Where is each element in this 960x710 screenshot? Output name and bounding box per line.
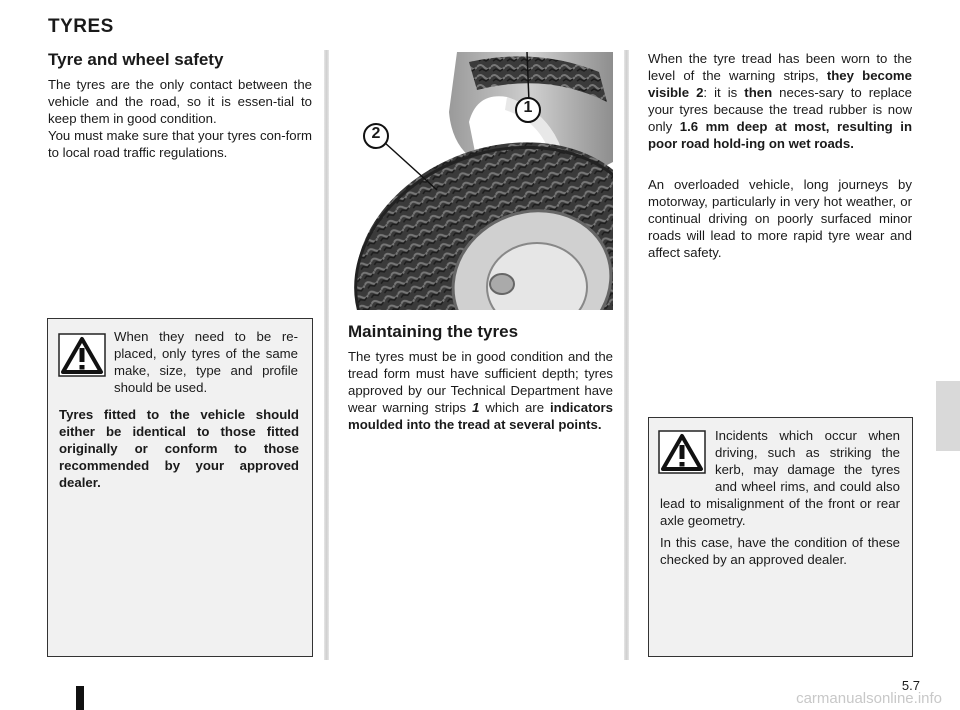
section-heading-tyre-safety: Tyre and wheel safety <box>48 50 224 69</box>
crop-mark <box>76 686 84 710</box>
incident-warning-text: Incidents which occur when driving, such as striking the kerb, may damage the tyres and wheel rims, and could also lead to misalignment of the front or rear axle geometry. <box>660 428 900 528</box>
watermark: carmanualsonline.info <box>796 690 942 707</box>
tyre-illustration <box>337 52 613 317</box>
callout-1: 1 <box>523 99 533 116</box>
chapter-tab <box>936 381 960 451</box>
column-separator <box>324 50 329 660</box>
section-heading-maintaining: Maintaining the tyres <box>348 322 519 341</box>
intro-paragraph: The tyres are the only contact between the vehicle and the road, so it is essen-tial to keep them in good condition. <box>48 77 312 126</box>
overload-paragraph: An overloaded vehicle, long journeys by motorway, particularly in very hot weather, or continual driving on poorly surfaced minor roads will lead to more rapid tyre wear and affect safety. <box>648 177 912 260</box>
page-number: 5.7 <box>901 678 920 693</box>
icon-spacer <box>660 427 715 487</box>
incident-warning-box <box>648 417 913 657</box>
dealer-check-text: In this case, have the condition of these checked by an approved dealer. <box>660 535 900 567</box>
replacement-warning-box <box>47 318 313 657</box>
page-title: TYRES <box>48 16 114 37</box>
column-separator <box>624 50 629 660</box>
warning-triangle-icon <box>58 333 106 377</box>
maintaining-paragraph: The tyres must be in good condition and the tread form must have sufficient depth; tyres approved by our Technical Department have wear warning strips 1 which are indicators moulded into the tread at several points. <box>348 349 613 432</box>
callout-2: 2 <box>371 125 381 142</box>
identical-tyres-warning: Tyres fitted to the vehicle should either be identical to those fitted originally or conform to those recommended by your approved dealer. <box>59 407 299 490</box>
tread-wear-paragraph: When the tyre tread has been worn to the level of the warning strips, they become visible 2: it is then neces-sary to replace your tyres because the tread rubber is now only 1.6 mm deep at most, resulting in poor road hold-ing on wet roads. <box>648 51 912 151</box>
regulations-paragraph: You must make sure that your tyres con-form to local road traffic regulations. <box>48 128 312 160</box>
replacement-warning-text: When they need to be re-placed, only tyres of the same make, size, type and profile should be used. <box>114 329 298 395</box>
